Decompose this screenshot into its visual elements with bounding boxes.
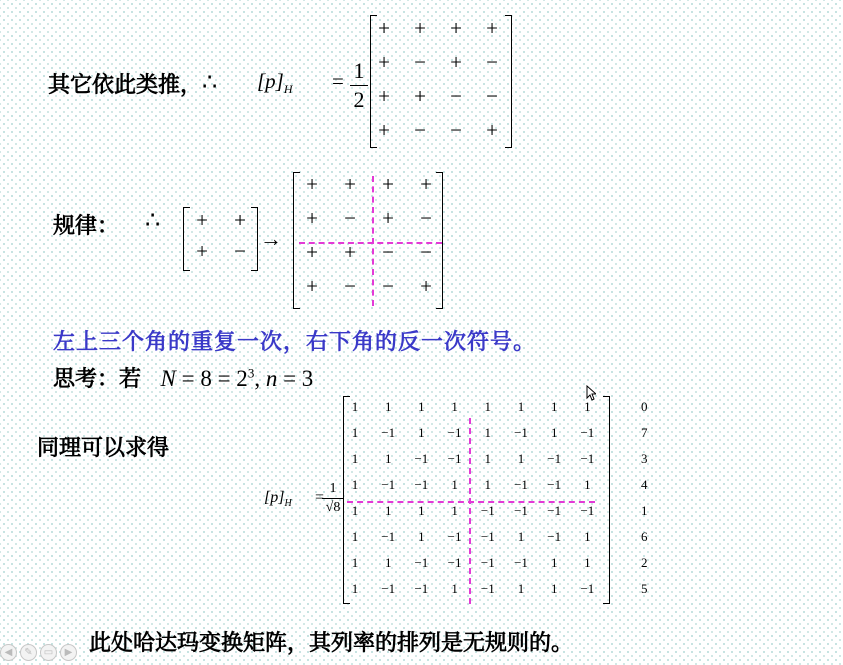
matrix-cell: −1 — [447, 529, 462, 544]
matrix-cell: −1 — [480, 503, 495, 518]
matrix-cell: 1 — [584, 529, 591, 544]
matrix-cell: − — [420, 206, 432, 230]
matrix-cell: + — [234, 208, 246, 232]
matrix-cell: 1 — [418, 503, 425, 518]
matrix-cell: + — [450, 16, 462, 40]
matrix-cell: + — [450, 50, 462, 74]
matrix-cell: −1 — [580, 503, 595, 518]
matrix-cell: + — [378, 16, 390, 40]
menu-icon[interactable]: ▭ — [40, 644, 57, 661]
p-bracket: [p] — [257, 69, 284, 93]
matrix-cell: − — [344, 206, 356, 230]
slideshow-toolbar — [0, 640, 77, 664]
matrix-cell: − — [486, 50, 498, 74]
matrix-cell: −1 — [547, 451, 562, 466]
matrix-cell: −1 — [580, 451, 595, 466]
matrix-cell: + — [196, 208, 208, 232]
matrix-cell: 1 — [484, 451, 492, 466]
frac-den-8: √8 — [325, 500, 341, 515]
matrix-cell: −1 — [514, 503, 528, 518]
matrix-cell: 1 — [384, 451, 392, 466]
matrix-2x2 — [183, 207, 258, 271]
row-label: 3 — [641, 451, 648, 466]
matrix-cell: + — [378, 50, 390, 74]
matrix-cell: 1 — [550, 425, 558, 440]
matrix-cell: 1 — [517, 399, 525, 414]
matrix-cell: + — [486, 118, 498, 142]
matrix-cell: + — [420, 172, 432, 196]
equals-1: = — [332, 69, 344, 93]
block-divider-horizontal-8 — [347, 501, 595, 503]
matrix-cell: + — [344, 240, 356, 264]
matrix-cell: − — [382, 240, 394, 264]
row-label: 1 — [641, 503, 648, 518]
matrix-cell: 1 — [351, 477, 359, 492]
matrix-cell: −1 — [480, 555, 495, 570]
matrix-cell: −1 — [514, 555, 528, 570]
matrix-cell: 1 — [351, 555, 359, 570]
matrix-cell: − — [420, 240, 432, 264]
p-h-label-1 — [257, 69, 293, 97]
row-label: 0 — [641, 399, 648, 414]
matrix-cell: − — [486, 84, 498, 108]
matrix-cell: 1 — [484, 425, 492, 440]
matrix-cell: + — [378, 118, 390, 142]
matrix-cell: −1 — [381, 477, 396, 492]
line2-text: 规律： — [53, 214, 120, 239]
row-label: 4 — [641, 477, 648, 492]
matrix-cell: + — [306, 172, 318, 196]
similar-text: 同理可以求得 — [37, 436, 170, 461]
eq-part-1: = 8 = 2 — [175, 366, 248, 391]
matrix-cell: + — [196, 239, 208, 263]
footer-text: 此处哈达玛变换矩阵，其列率的排列是无规则的。 — [89, 631, 574, 656]
matrix-cell: − — [450, 84, 462, 108]
matrix-cell: 1 — [384, 555, 392, 570]
matrix-4x4-top — [370, 15, 512, 148]
matrix-cell: + — [420, 274, 432, 298]
matrix-cell: −1 — [414, 451, 429, 466]
matrix-cell: −1 — [580, 581, 595, 596]
p-h-label-8 — [264, 489, 292, 509]
matrix-cell: 1 — [351, 451, 359, 466]
matrix-cell: −1 — [447, 555, 462, 570]
bracket-right — [603, 396, 610, 604]
fraction-1 — [350, 58, 368, 113]
exponent: 3 — [247, 365, 255, 381]
block-divider-vertical-8 — [469, 418, 471, 604]
matrix-cell: + — [306, 240, 318, 264]
frac-line-1 — [350, 85, 368, 86]
matrix-cell: −1 — [547, 477, 562, 492]
matrix-cell: −1 — [414, 555, 429, 570]
matrix-cell: − — [414, 118, 426, 142]
think-line — [53, 362, 313, 393]
therefore-symbol-1: ∴ — [202, 70, 218, 96]
frac-line-8 — [322, 498, 344, 499]
think-equation — [161, 366, 314, 391]
matrix-cell: −1 — [414, 477, 429, 492]
matrix-cell: 1 — [384, 503, 392, 518]
matrix-cell: 1 — [550, 581, 558, 596]
matrix-cell: −1 — [514, 425, 528, 440]
matrix-cell: 1 — [351, 503, 359, 518]
row-label: 6 — [641, 529, 648, 544]
row-label: 5 — [641, 581, 648, 596]
next-icon[interactable]: ▶ — [60, 644, 77, 661]
sub-h-8: H — [284, 498, 292, 510]
matrix-cell: 1 — [451, 477, 458, 492]
frac-num-8: 1 — [329, 481, 337, 496]
matrix-cell: −1 — [447, 425, 462, 440]
matrix-cell: + — [378, 84, 390, 108]
matrix-cell: 1 — [351, 581, 359, 596]
matrix-cell: 1 — [418, 399, 425, 414]
think-label: 思考：若 — [53, 367, 142, 392]
mouse-cursor-icon — [586, 385, 596, 401]
matrix-cell: + — [306, 274, 318, 298]
matrix-cell: 1 — [351, 425, 359, 440]
matrix-cell: 1 — [351, 399, 359, 414]
equals-8: = — [315, 489, 325, 506]
row-label: 7 — [641, 425, 648, 440]
matrix-cell: −1 — [580, 425, 595, 440]
matrix-cell: 1 — [484, 477, 492, 492]
matrix-cell: 1 — [451, 399, 458, 414]
matrix-4x4-blocks — [293, 172, 443, 309]
matrix-cell: 1 — [517, 451, 525, 466]
matrix-cell: 1 — [384, 399, 392, 414]
matrix-cell: 1 — [351, 529, 359, 544]
arrow-symbol: → — [260, 226, 282, 251]
comma: , — [254, 366, 266, 391]
var-n-small: n — [265, 366, 278, 391]
matrix-cell: + — [382, 172, 394, 196]
matrix-cell: 1 — [550, 399, 558, 414]
matrix-cell: + — [486, 16, 498, 40]
matrix-cell: + — [382, 206, 394, 230]
block-divider-horizontal — [299, 242, 442, 244]
matrix-cell: −1 — [381, 581, 396, 596]
matrix-cell: −1 — [480, 581, 495, 596]
var-n-big: N — [160, 366, 176, 391]
matrix-cell: + — [414, 84, 426, 108]
matrix-cell: 1 — [451, 581, 458, 596]
eq-part-2: = 3 — [277, 366, 314, 391]
matrix-cell: − — [382, 274, 394, 298]
matrix-cell: 1 — [550, 555, 558, 570]
matrix-cell: − — [234, 239, 246, 263]
matrix-cell: −1 — [547, 529, 562, 544]
matrix-cell: 1 — [484, 399, 492, 414]
matrix-cell: −1 — [381, 425, 396, 440]
matrix-cell: 1 — [418, 425, 425, 440]
matrix-cell: −1 — [414, 581, 429, 596]
frac-den-1: 2 — [353, 87, 365, 112]
block-divider-vertical — [372, 176, 374, 306]
frac-num-1: 1 — [353, 58, 365, 83]
matrix-cell: −1 — [381, 529, 396, 544]
matrix-cell: − — [450, 118, 462, 142]
line1-text: 其它依此类推， — [48, 73, 203, 98]
matrix-cell: −1 — [447, 451, 462, 466]
matrix-cell: + — [344, 172, 356, 196]
matrix-cell: − — [414, 50, 426, 74]
bracket-right — [505, 15, 512, 148]
therefore-symbol-2: ∴ — [145, 208, 161, 234]
matrix-cell: 1 — [418, 529, 425, 544]
matrix-cell: 1 — [584, 555, 591, 570]
matrix-cell: + — [306, 206, 318, 230]
matrix-cell: 1 — [584, 399, 591, 414]
prev-icon[interactable]: ◀ — [0, 644, 17, 661]
matrix-cell: −1 — [480, 529, 495, 544]
rule-text: 左上三个角的重复一次，右下角的反一次符号。 — [53, 330, 537, 355]
p-bracket-8: [p] — [264, 489, 285, 506]
matrix-cell: + — [414, 16, 426, 40]
matrix-cell: −1 — [514, 477, 528, 492]
sub-h: H — [283, 82, 293, 97]
matrix-cell: 1 — [451, 503, 458, 518]
matrix-8x8 — [343, 396, 610, 604]
matrix-cell: 1 — [517, 529, 525, 544]
matrix-cell: 1 — [584, 477, 591, 492]
matrix-cell: − — [344, 274, 356, 298]
row-label: 2 — [641, 555, 648, 570]
matrix-cell: −1 — [547, 503, 562, 518]
matrix-cell: 1 — [517, 581, 525, 596]
pen-icon[interactable]: ✎ — [20, 644, 37, 661]
